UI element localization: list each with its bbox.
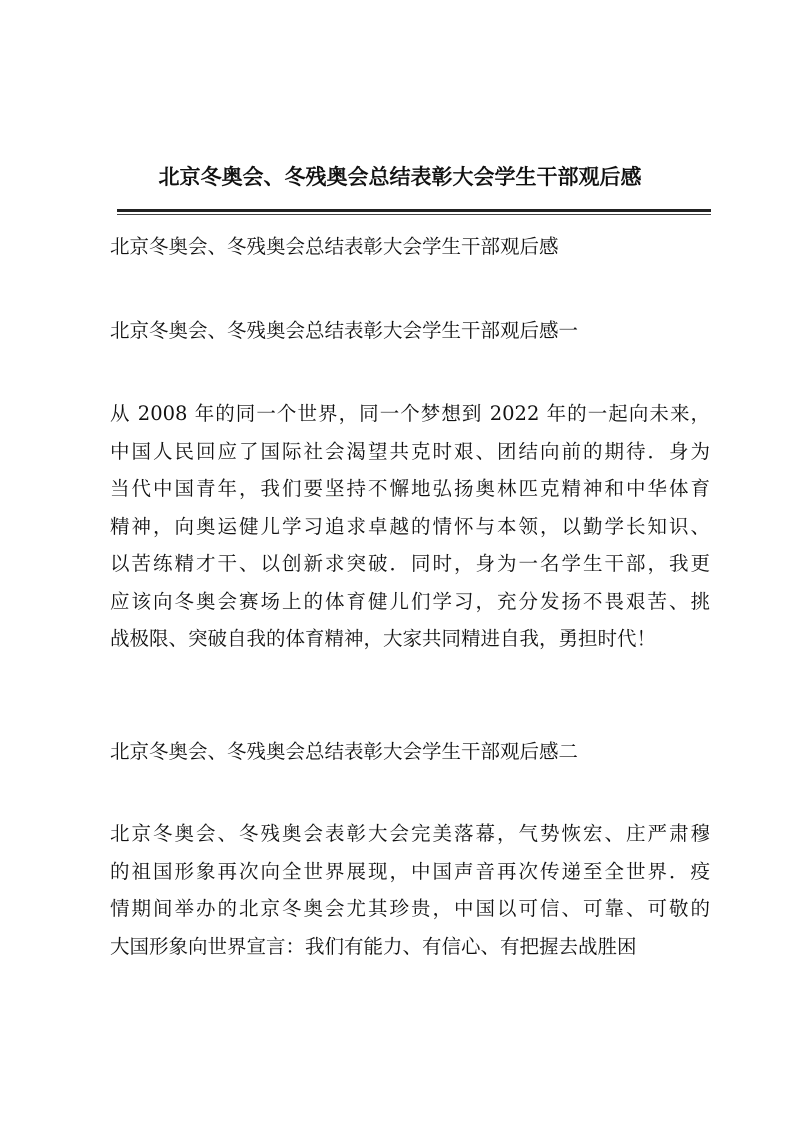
paragraph-line: 北京冬奥会、冬残奥会表彰大会完美落幕，气势恢宏、庄严肃穆 xyxy=(110,822,710,845)
paragraph-line: 当代中国青年，我们要坚持不懈地弘扬奥林匹克精神和中华体育 xyxy=(110,477,710,500)
paragraph-line: 以苦练精才干、以创新求突破．同时，身为一名学生干部，我更 xyxy=(110,552,710,575)
title-divider-thick xyxy=(117,209,711,212)
section2-paragraph xyxy=(110,815,710,965)
paragraph-line: 从 2008 年的同一个世界，同一个梦想到 2022 年的一起向未来， xyxy=(110,402,710,425)
paragraph-line: 中国人民回应了国际社会渴望共克时艰、团结向前的期待．身为 xyxy=(110,439,710,463)
paragraph-line: 大国形象向世界宣言：我们有能力、有信心、有把握去战胜困 xyxy=(110,934,637,958)
paragraph-line: 情期间举办的北京冬奥会尤其珍贵，中国以可信、可靠、可敬的 xyxy=(110,897,710,920)
section1-paragraph xyxy=(110,395,710,658)
section2-heading: 北京冬奥会、冬残奥会总结表彰大会学生干部观后感二 xyxy=(110,740,579,763)
title-divider-thin xyxy=(117,214,711,215)
section1-heading: 北京冬奥会、冬残奥会总结表彰大会学生干部观后感一 xyxy=(110,319,579,342)
paragraph-line: 应该向冬奥会赛场上的体育健儿们学习，充分发扬不畏艰苦、挑 xyxy=(110,589,710,613)
document-title: 北京冬奥会、冬残奥会总结表彰大会学生干部观后感 xyxy=(158,164,642,189)
paragraph-line: 精神，向奥运健儿学习追求卓越的情怀与本领，以勤学长知识、 xyxy=(110,514,710,538)
paragraph-line: 战极限、突破自我的体育精神，大家共同精进自我，勇担时代！ xyxy=(110,627,657,650)
document-subtitle: 北京冬奥会、冬残奥会总结表彰大会学生干部观后感 xyxy=(110,235,559,258)
paragraph-line: 的祖国形象再次向全世界展现，中国声音再次传递至全世界．疫 xyxy=(110,859,710,883)
